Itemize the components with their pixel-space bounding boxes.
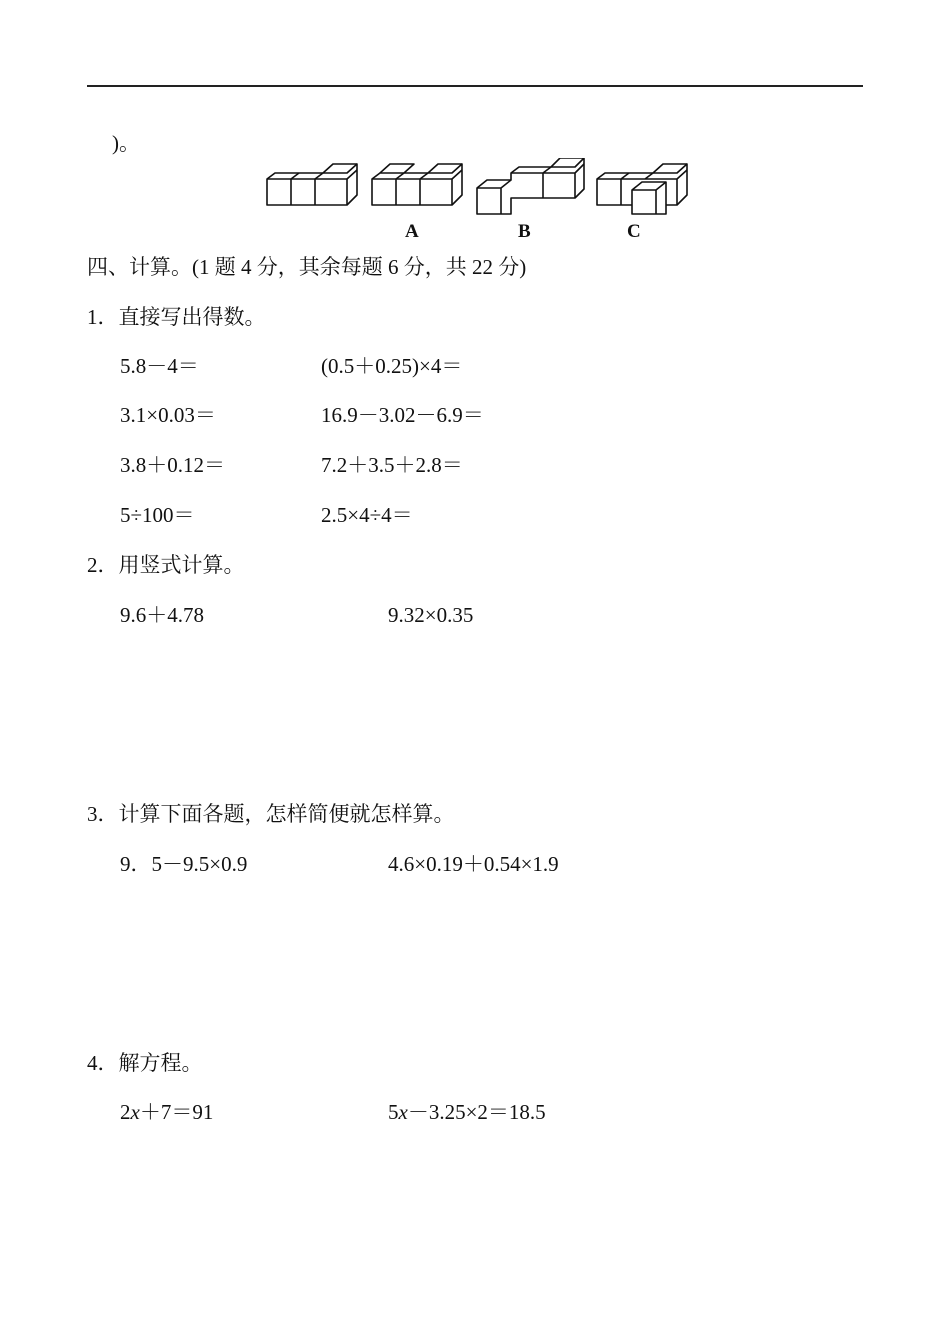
question-4-title: 4．解方程。 xyxy=(87,1051,203,1075)
option-b-label: B xyxy=(518,221,531,242)
option-a-shape xyxy=(372,164,462,205)
q2-item-1: 9.6＋4.78 xyxy=(120,603,204,627)
q1-item-2a: 3.1×0.03＝ xyxy=(120,403,216,427)
option-c-shape xyxy=(597,164,687,214)
header-rule xyxy=(87,85,863,87)
option-b-shape xyxy=(477,158,584,214)
q1-item-1a: 5.8－4＝ xyxy=(120,354,199,378)
q3-item-1: 9．5－9.5×0.9 xyxy=(120,852,248,876)
question-2-title: 2．用竖式计算。 xyxy=(87,553,245,577)
q1-item-4b: 2.5×4÷4＝ xyxy=(321,503,413,527)
q1-item-1b: (0.5＋0.25)×4＝ xyxy=(321,354,463,378)
q1-item-4a: 5÷100＝ xyxy=(120,503,195,527)
previous-question-fragment: )。 xyxy=(112,131,140,155)
q3-item-2: 4.6×0.19＋0.54×1.9 xyxy=(388,852,559,876)
option-c-label: C xyxy=(627,221,641,242)
question-3-title: 3．计算下面各题，怎样简便就怎样算。 xyxy=(87,802,455,826)
original-cube-shape xyxy=(267,164,357,205)
q4-equation-1: 2x＋7＝91 xyxy=(120,1100,214,1124)
q1-item-3a: 3.8＋0.12＝ xyxy=(120,453,225,477)
question-1-title: 1．直接写出得数。 xyxy=(87,305,266,329)
q4-equation-2: 5x－3.25×2＝18.5 xyxy=(388,1100,546,1124)
q1-item-2b: 16.9－3.02－6.9＝ xyxy=(321,403,484,427)
cube-views-figure xyxy=(262,158,692,248)
q2-item-2: 9.32×0.35 xyxy=(388,603,474,627)
q1-item-3b: 7.2＋3.5＋2.8＝ xyxy=(321,453,463,477)
option-a-label: A xyxy=(405,221,419,242)
section-title: 四、计算。(1 题 4 分，其余每题 6 分，共 22 分) xyxy=(87,255,527,279)
